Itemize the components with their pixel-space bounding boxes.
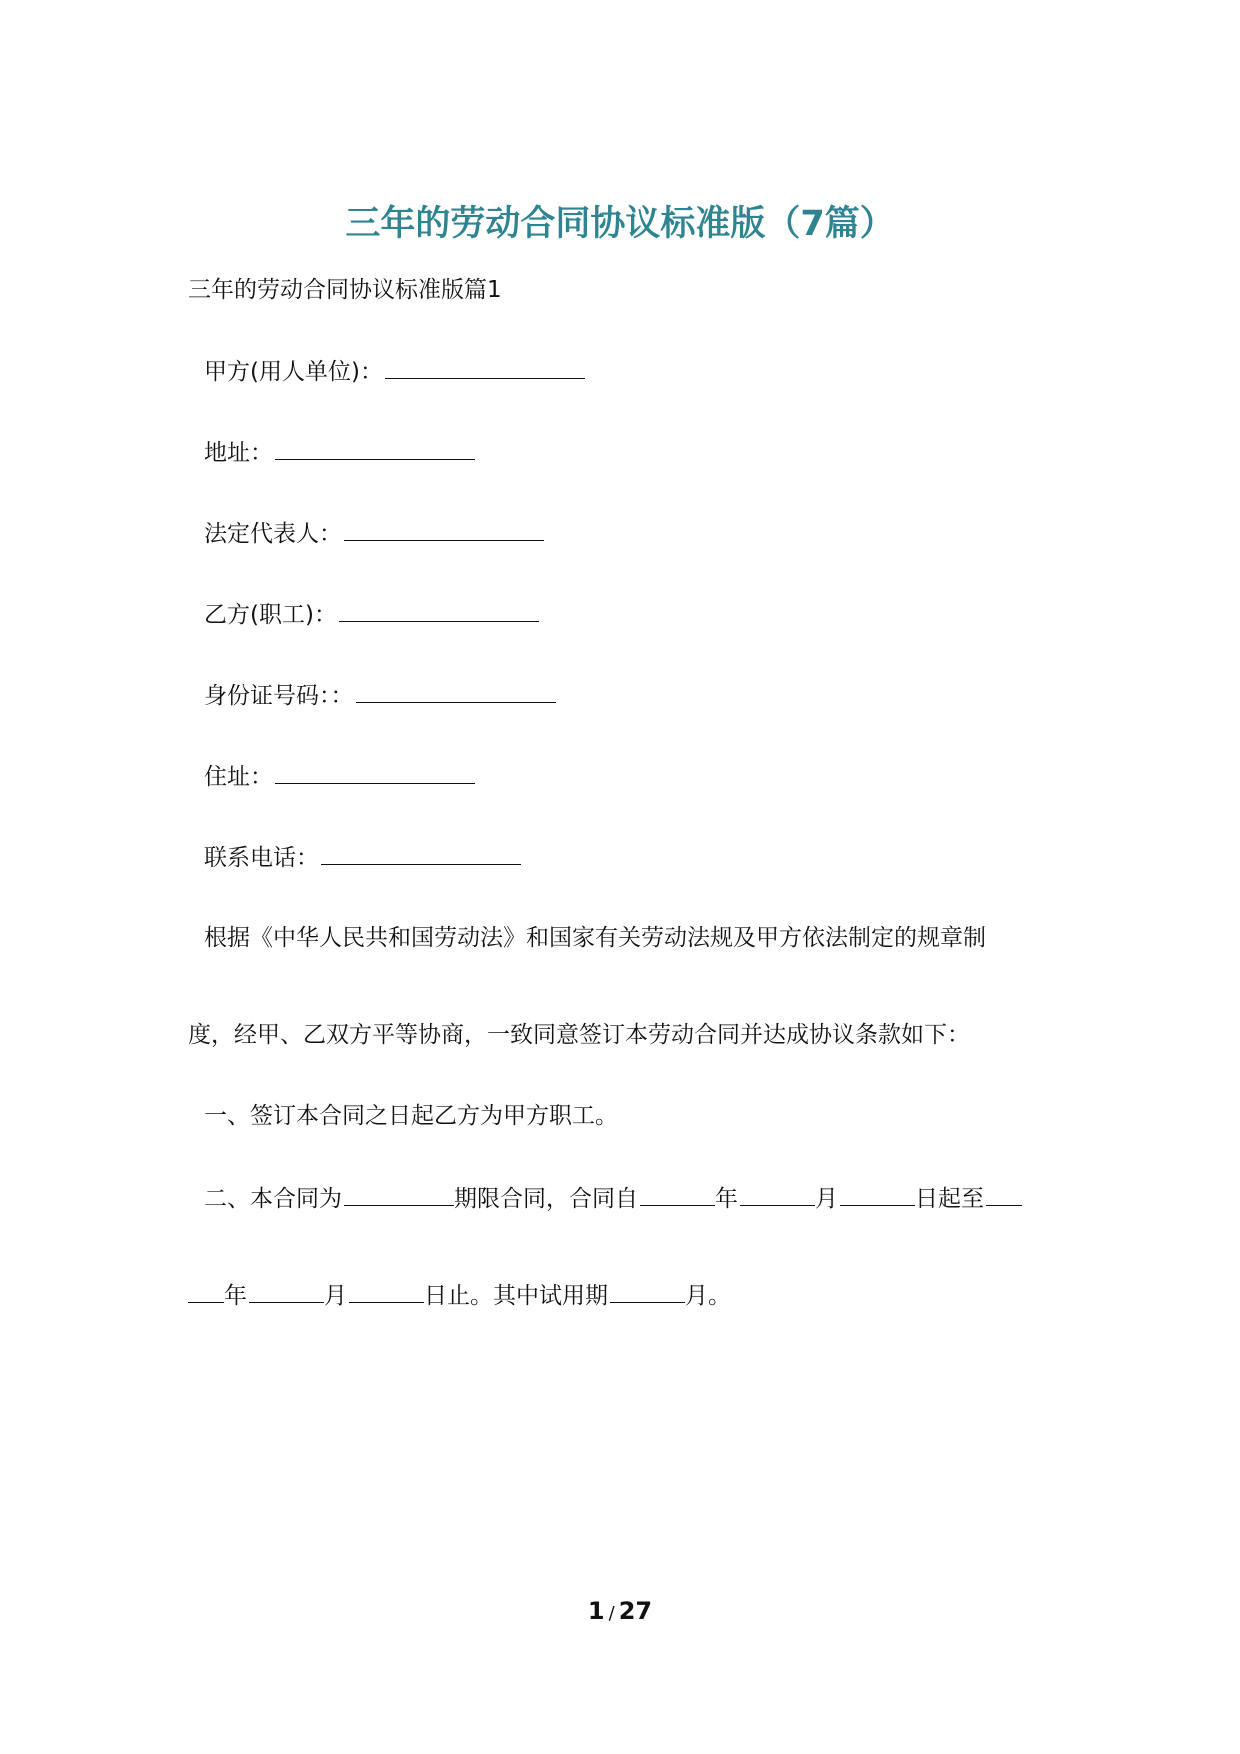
field-phone-blank [321, 840, 521, 865]
clause-2-line1 [204, 1181, 1022, 1215]
document-title: 三年的劳动合同协议标准版（7篇） [345, 204, 895, 244]
clause-2-month2: 月 [324, 1283, 347, 1309]
page-separator: / [608, 1603, 615, 1624]
start-month-blank [740, 1181, 815, 1206]
probation-blank [610, 1278, 685, 1303]
current-page: 1 [587, 1597, 605, 1625]
clause-2-month3: 月。 [685, 1283, 731, 1309]
total-pages: 27 [618, 1597, 653, 1625]
section-subtitle: 三年的劳动合同协议标准版篇1 [188, 277, 502, 303]
start-day-blank [840, 1181, 915, 1206]
field-party-b-blank [339, 597, 539, 622]
clause-2-prefix: 二、本合同为 [204, 1186, 342, 1212]
intro-paragraph-line1: 根据《中华人民共和国劳动法》和国家有关劳动法规及甲方依法制定的规章制 [204, 925, 986, 951]
field-legal-rep [204, 516, 544, 550]
field-party-b [204, 597, 539, 631]
clause-2-line2 [188, 1278, 731, 1312]
end-day-blank [349, 1278, 424, 1303]
field-legal-rep-blank [344, 516, 544, 541]
clause-1: 一、签订本合同之日起乙方为甲方职工。 [204, 1103, 618, 1129]
field-id-number [204, 678, 556, 712]
field-residence-label: 住址： [204, 764, 273, 790]
clause-2-year: 年 [715, 1186, 738, 1212]
field-id-number-label: 身份证号码：： [204, 683, 354, 709]
clause-2-year2: 年 [224, 1283, 247, 1309]
field-party-a-label: 甲方(用人单位)： [204, 359, 383, 385]
field-residence [204, 759, 475, 793]
clause-2-day-to: 日起至 [915, 1186, 984, 1212]
field-party-a-blank [385, 354, 585, 379]
field-address-label: 地址： [204, 440, 273, 466]
field-residence-blank [275, 759, 475, 784]
term-type-blank [344, 1181, 454, 1206]
field-id-number-blank [356, 678, 556, 703]
intro-paragraph-line2: 度，经甲、乙双方平等协商，一致同意签订本劳动合同并达成协议条款如下： [188, 1022, 970, 1048]
field-legal-rep-label: 法定代表人： [204, 521, 342, 547]
page-number [0, 1597, 1240, 1625]
field-address-blank [275, 435, 475, 460]
end-year-blank-part1 [986, 1181, 1022, 1206]
field-address [204, 435, 475, 469]
field-party-b-label: 乙方(职工)： [204, 602, 337, 628]
clause-2-end: 日止。其中试用期 [424, 1283, 608, 1309]
field-party-a [204, 354, 585, 388]
end-month-blank [249, 1278, 324, 1303]
field-phone [204, 840, 521, 874]
field-phone-label: 联系电话： [204, 845, 319, 871]
clause-2-term: 期限合同，合同自 [454, 1186, 638, 1212]
start-year-blank [640, 1181, 715, 1206]
end-year-blank-part2 [188, 1278, 224, 1303]
clause-2-month: 月 [815, 1186, 838, 1212]
